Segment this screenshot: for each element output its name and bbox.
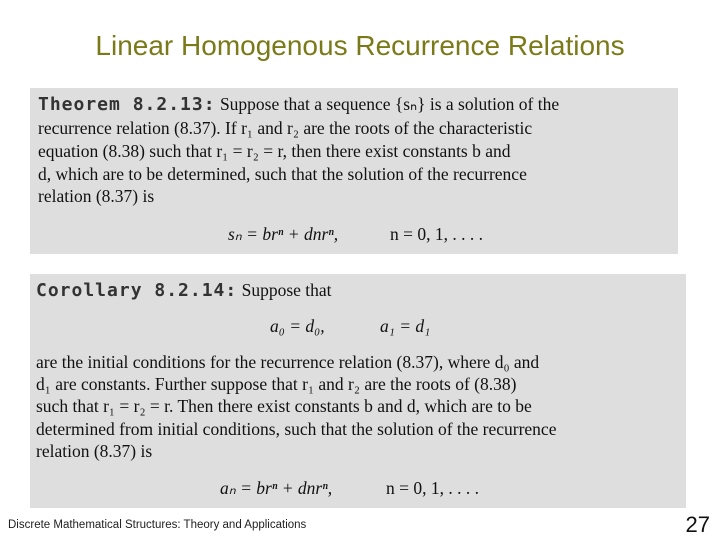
corollary-intro: Suppose that xyxy=(241,280,332,300)
corollary-line-1: are the initial conditions for the recurrence relation (8.37), where d₀ and xyxy=(36,352,540,372)
corollary-equation: aₙ = brⁿ + dnrⁿ, xyxy=(220,478,333,498)
corollary-condition-1: a₀ = d₀, xyxy=(270,316,325,336)
theorem-line-5: relation (8.37) is xyxy=(38,186,155,206)
corollary-first-line xyxy=(36,280,332,301)
theorem-line-1: Suppose that a sequence {sₙ} is a solution of the xyxy=(219,94,560,114)
corollary-line-2: d₁ are constants. Further suppose that r₁ and r₂ are the roots of (8.38) xyxy=(36,374,517,394)
theorem-line-3: equation (8.38) such that r₁ = r₂ = r, then there exist constants b and xyxy=(38,141,511,161)
theorem-line-4: d, which are to be determined, such that the solution of the recurrence xyxy=(38,164,527,184)
corollary-line-4: determined from initial conditions, such that the solution of the recurrence xyxy=(36,419,557,439)
page-number: 27 xyxy=(685,512,710,537)
slide-footer: Discrete Mathematical Structures: Theory and Applications xyxy=(8,519,307,531)
theorem-equation-range: n = 0, 1, . . . . xyxy=(390,224,483,244)
theorem-label: Theorem 8.2.13: xyxy=(38,94,216,115)
corollary-condition-2: a₁ = d₁ xyxy=(380,316,431,336)
corollary-equation-range: n = 0, 1, . . . . xyxy=(386,478,479,498)
corollary-line-5: relation (8.37) is xyxy=(36,441,153,461)
corollary-label: Corollary 8.2.14: xyxy=(36,280,238,301)
theorem-equation: sₙ = brⁿ + dnrⁿ, xyxy=(228,224,339,244)
corollary-box xyxy=(30,274,686,508)
slide-title: Linear Homogenous Recurrence Relations xyxy=(95,30,625,61)
theorem-box xyxy=(30,88,678,254)
theorem-line-2: recurrence relation (8.37). If r₁ and r₂ are the roots of the characteristic xyxy=(38,118,533,138)
theorem-first-line xyxy=(38,94,559,115)
corollary-line-3: such that r₁ = r₂ = r. Then there exist constants b and d, which are to be xyxy=(36,396,532,416)
